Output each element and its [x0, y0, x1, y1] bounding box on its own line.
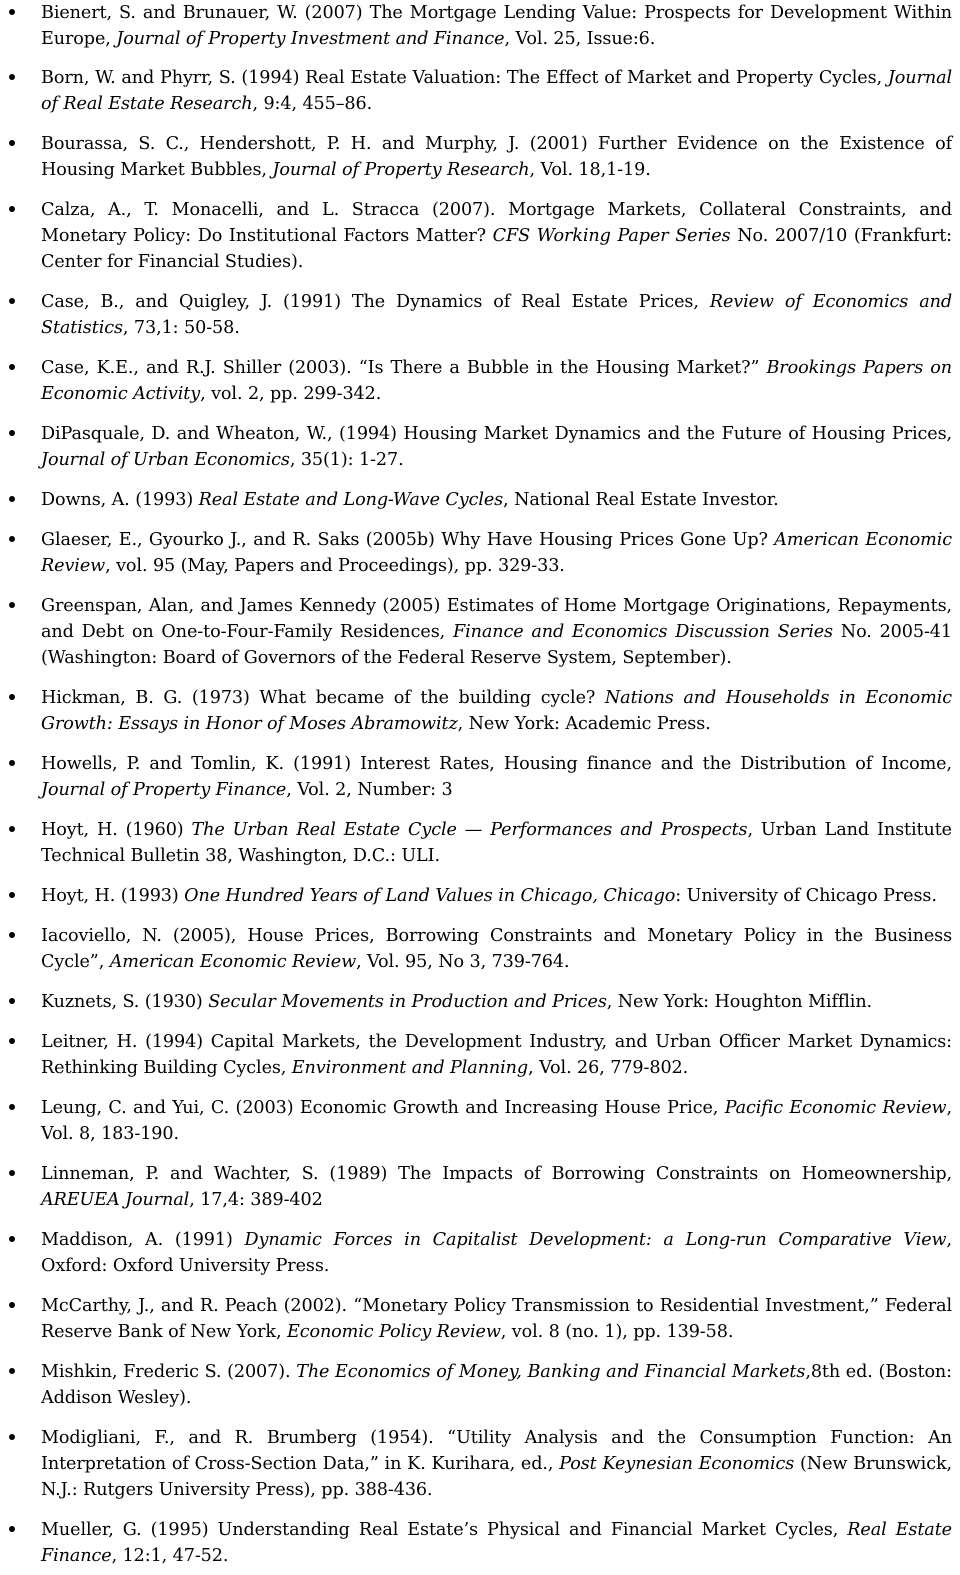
reference-item	[41, 487, 952, 513]
bullet-icon	[9, 932, 15, 938]
reference-item	[41, 923, 952, 975]
reference-source-italic: Environment and Planning	[291, 1058, 529, 1078]
reference-text: Born, W. and Phyrr, S. (1994) Real Estate Valuation: The Effect of Market and Property Cycles,	[41, 68, 888, 88]
bullet-icon	[9, 602, 15, 608]
bullet-icon	[9, 760, 15, 766]
reference-source-italic: Journal of Urban Economics	[41, 450, 290, 470]
reference-item	[41, 1095, 952, 1147]
reference-text: Leung, C. and Yui, C. (2003) Economic Growth and Increasing House Price,	[41, 1098, 725, 1118]
reference-text: Calza, A., T. Monacelli, and L. Stracca (2007). Mortgage Markets, Collateral Constraints, and Monetary Policy: Do Institutional Factors Matter?	[41, 200, 952, 246]
reference-item	[41, 593, 952, 671]
reference-item	[41, 751, 952, 803]
reference-text: , 17,4: 389-402	[189, 1190, 323, 1210]
reference-item	[41, 1425, 952, 1503]
bullet-icon	[9, 430, 15, 436]
bullet-icon	[9, 496, 15, 502]
reference-text: , 35(1): 1-27.	[289, 450, 404, 470]
reference-item	[41, 1029, 952, 1081]
reference-source-italic: Secular Movements in Production and Prices	[208, 992, 607, 1012]
bullet-icon	[9, 298, 15, 304]
reference-source-italic: Journal of Property Investment and Finance	[116, 29, 505, 49]
reference-item	[41, 1227, 952, 1279]
reference-text: Bienert, S. and Brunauer, W. (2007) The Mortgage Lending Value: Prospects for Development Within Europe,	[41, 3, 952, 49]
reference-text: , Oxford: Oxford University Press.	[41, 1230, 952, 1276]
reference-text: Glaeser, E., Gyourko J., and R. Saks (2005b) Why Have Housing Prices Gone Up?	[41, 530, 775, 550]
reference-text: , National Real Estate Investor.	[503, 490, 779, 510]
reference-text: No. 2005-41 (Washington: Board of Governors of the Federal Reserve System, September).	[41, 622, 952, 668]
reference-item	[41, 883, 952, 909]
reference-text: , Vol. 26, 779-802.	[528, 1058, 689, 1078]
reference-source-italic: Journal of Property Finance	[41, 780, 287, 800]
bullet-icon	[9, 9, 15, 15]
bullet-icon	[9, 364, 15, 370]
reference-text: Leitner, H. (1994) Capital Markets, the Development Industry, and Urban Officer Market Dynamics: Rethinking Building Cycles,	[41, 1032, 952, 1078]
reference-text: : University of Chicago Press.	[675, 886, 937, 906]
reference-source-italic: Economic Policy Review	[286, 1322, 501, 1342]
reference-item	[41, 421, 952, 473]
reference-text: Case, B., and Quigley, J. (1991) The Dynamics of Real Estate Prices,	[41, 292, 710, 312]
reference-source-italic: Real Estate and Long-Wave Cycles	[198, 490, 504, 510]
reference-text: Iacoviello, N. (2005), House Prices, Borrowing Constraints and Monetary Policy in the Business Cycle”,	[41, 926, 952, 972]
bullet-icon	[9, 1302, 15, 1308]
reference-text: Modigliani, F., and R. Brumberg (1954). “Utility Analysis and the Consumption Function: An Interpretation of Cross-Section Data,” in K. Kurihara, ed.,	[41, 1428, 952, 1474]
bullet-icon	[9, 1038, 15, 1044]
bullet-icon	[9, 536, 15, 542]
bullet-icon	[9, 1526, 15, 1532]
reference-text: Hoyt, H. (1960)	[41, 820, 192, 840]
reference-text: , New York: Academic Press.	[457, 714, 711, 734]
reference-source-italic: Real Estate Finance	[41, 1520, 952, 1566]
reference-item	[41, 685, 952, 737]
reference-source-italic: American Economic Review	[109, 952, 357, 972]
reference-text: Kuznets, S. (1930)	[41, 992, 209, 1012]
reference-text: Mishkin, Frederic S. (2007).	[41, 1362, 297, 1382]
reference-text: Linneman, P. and Wachter, S. (1989) The Impacts of Borrowing Constraints on Homeownership,	[41, 1164, 952, 1184]
reference-item	[41, 1161, 952, 1213]
reference-source-italic: Journal of Property Research	[272, 160, 530, 180]
reference-text: , vol. 2, pp. 299-342.	[200, 384, 382, 404]
reference-text: , 12:1, 47-52.	[111, 1546, 229, 1566]
bullet-icon	[9, 1236, 15, 1242]
reference-source-italic: CFS Working Paper Series	[492, 226, 731, 246]
reference-text: , Vol. 8, 183-190.	[41, 1098, 952, 1144]
reference-item	[41, 1517, 952, 1569]
reference-text: (New Brunswick, N.J.: Rutgers University Press), pp. 388-436.	[41, 1454, 953, 1500]
reference-text: DiPasquale, D. and Wheaton, W., (1994) Housing Market Dynamics and the Future of Housing Prices,	[41, 424, 952, 444]
reference-source-italic: AREUEA Journal	[41, 1190, 190, 1210]
reference-text: , Vol. 95, No 3, 739-764.	[356, 952, 570, 972]
reference-text: , New York: Houghton Mifflin.	[606, 992, 873, 1012]
reference-text: Case, K.E., and R.J. Shiller (2003). “Is There a Bubble in the Housing Market?”	[41, 358, 767, 378]
reference-item	[41, 0, 952, 52]
reference-text: , 73,1: 50-58.	[122, 318, 240, 338]
reference-item	[41, 197, 952, 275]
reference-item	[41, 817, 952, 869]
reference-source-italic: American Economic Review	[41, 530, 953, 576]
reference-text: , vol. 8 (no. 1), pp. 139-58.	[500, 1322, 734, 1342]
bullet-icon	[9, 140, 15, 146]
reference-text: Greenspan, Alan, and James Kennedy (2005) Estimates of Home Mortgage Originations, Repayments, and Debt on One-to-Four-Family Residences,	[41, 596, 952, 642]
reference-text: , 9:4, 455–86.	[252, 94, 373, 114]
bullet-icon	[9, 74, 15, 80]
bullet-icon	[9, 998, 15, 1004]
reference-text: Hickman, B. G. (1973) What became of the building cycle?	[41, 688, 605, 708]
reference-source-italic: The Economics of Money, Banking and Financial Markets	[296, 1362, 806, 1382]
reference-text: , Vol. 25, Issue:6.	[504, 29, 656, 49]
bullet-icon	[9, 1368, 15, 1374]
reference-text: Mueller, G. (1995) Understanding Real Estate’s Physical and Financial Market Cycles,	[41, 1520, 848, 1540]
reference-source-italic: One Hundred Years of Land Values in Chicago, Chicago	[184, 886, 676, 906]
reference-text: Howells, P. and Tomlin, K. (1991) Interest Rates, Housing finance and the Distribution of Income,	[41, 754, 952, 774]
reference-text: ,8th ed. (Boston: Addison Wesley).	[41, 1362, 952, 1408]
reference-item	[41, 65, 952, 117]
bullet-icon	[9, 892, 15, 898]
reference-text: , Vol. 18,1-19.	[529, 160, 651, 180]
reference-item	[41, 527, 952, 579]
bullet-icon	[9, 1104, 15, 1110]
bullet-icon	[9, 206, 15, 212]
reference-item	[41, 355, 952, 407]
reference-source-italic: Review of Economics and Statistics	[41, 292, 952, 338]
reference-item	[41, 1293, 952, 1345]
reference-item	[41, 131, 952, 183]
reference-source-italic: Dynamic Forces in Capitalist Development: a Long-run Comparative View	[244, 1230, 947, 1250]
reference-source-italic: Pacific Economic Review	[724, 1098, 947, 1118]
reference-source-italic: Finance and Economics Discussion Series	[452, 622, 833, 642]
reference-text: Maddison, A. (1991)	[41, 1230, 245, 1250]
reference-text: , Urban Land Institute Technical Bulletin 38, Washington, D.C.: ULI.	[41, 820, 952, 866]
bullet-icon	[9, 826, 15, 832]
reference-source-italic: Brookings Papers on Economic Activity	[41, 358, 953, 404]
bullet-icon	[9, 1170, 15, 1176]
reference-source-italic: Journal of Real Estate Research	[41, 68, 952, 114]
reference-text: , vol. 95 (May, Papers and Proceedings), pp. 329-33.	[105, 556, 565, 576]
reference-source-italic: Nations and Households in Economic Growth: Essays in Honor of Moses Abramowitz	[41, 688, 952, 734]
reference-text: No. 2007/10 (Frankfurt: Center for Financial Studies).	[41, 226, 953, 272]
reference-text: Bourassa, S. C., Hendershott, P. H. and Murphy, J. (2001) Further Evidence on the Existence of Housing Market Bubbles,	[41, 134, 952, 180]
reference-text: McCarthy, J., and R. Peach (2002). “Monetary Policy Transmission to Residential Investment,” Federal Reserve Bank of New York,	[41, 1296, 952, 1342]
bullet-icon	[9, 694, 15, 700]
reference-text: Downs, A. (1993)	[41, 490, 199, 510]
reference-source-italic: The Urban Real Estate Cycle — Performances and Prospects	[191, 820, 748, 840]
reference-text: Hoyt, H. (1993)	[41, 886, 185, 906]
reference-text: , Vol. 2, Number: 3	[286, 780, 453, 800]
reference-item	[41, 989, 952, 1015]
reference-item	[41, 1359, 952, 1411]
reference-item	[41, 289, 952, 341]
bullet-icon	[9, 1434, 15, 1440]
reference-source-italic: Post Keynesian Economics	[559, 1454, 795, 1474]
